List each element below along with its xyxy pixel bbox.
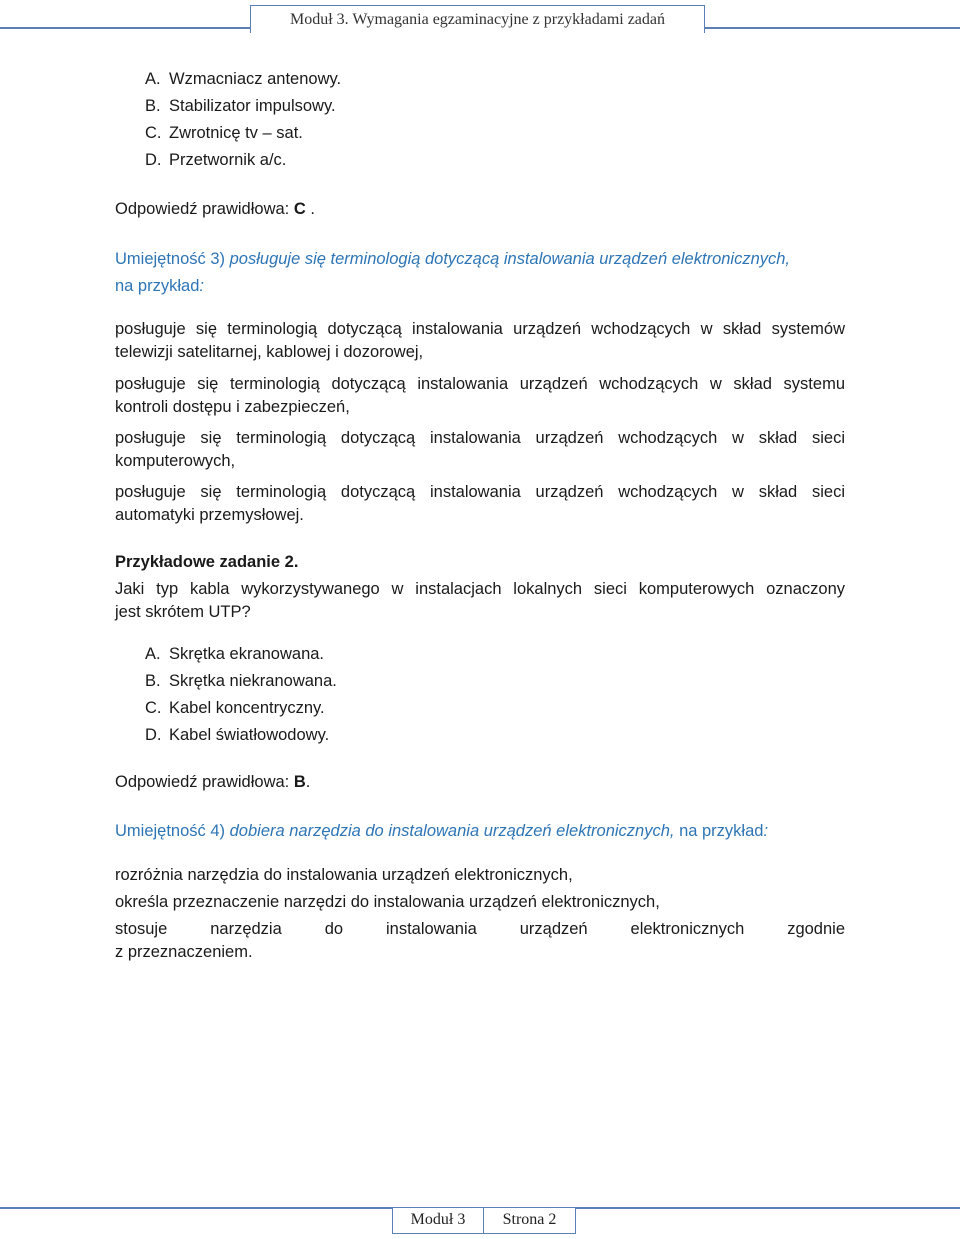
q1-option-c: C. Zwrotnicę tv – sat.	[145, 124, 303, 142]
q1-option-a: A. Wzmacniacz antenowy.	[145, 70, 342, 88]
skill3-heading: Umiejętność 3) posługuje się terminologią dotyczącą instalowania urządzeń elektronicznych,	[115, 250, 791, 268]
skill3-heading-line2: na przykład:	[115, 277, 204, 295]
skill3-item-1: posługuje się terminologią dotyczącą instalowania urządzeń wchodzących w skład systemów telewizji satelitarnej, kablowej i dozorowej,	[115, 320, 845, 361]
task2-heading: Przykładowe zadanie 2.	[115, 553, 299, 571]
q1-answer: Odpowiedź prawidłowa: C .	[115, 200, 315, 218]
footer-module: Moduł 3	[392, 1207, 484, 1234]
skill4-item-2: określa przeznaczenie narzędzi do instalowania urządzeń elektronicznych,	[115, 893, 660, 911]
q1-option-d: D. Przetwornik a/c.	[145, 151, 287, 169]
skill3-item-4: posługuje się terminologią dotyczącą instalowania urządzeń wchodzących w skład sieci automatyki przemysłowej.	[115, 483, 845, 524]
task2-option-d: D. Kabel światłowodowy.	[145, 726, 330, 744]
skill4-item-1: rozróżnia narzędzia do instalowania urządzeń elektronicznych,	[115, 866, 573, 884]
skill4-item-3: stosuje narzędzia do instalowania urządzeń elektronicznych zgodnie z przeznaczeniem.	[115, 920, 845, 961]
task2-option-c: C. Kabel koncentryczny.	[145, 699, 325, 717]
skill3-item-3: posługuje się terminologią dotyczącą instalowania urządzeń wchodzących w skład sieci komputerowych,	[115, 429, 845, 470]
skill4-heading: Umiejętność 4) dobiera narzędzia do instalowania urządzeń elektronicznych, na przykład:	[115, 822, 769, 840]
task2-option-b: B. Skrętka niekranowana.	[145, 672, 337, 690]
task2-option-a: A. Skrętka ekranowana.	[145, 645, 325, 663]
skill3-item-2: posługuje się terminologią dotyczącą instalowania urządzeń wchodzących w skład systemu kontroli dostępu i zabezpieczeń,	[115, 375, 845, 416]
footer-page-number: Strona 2	[483, 1207, 576, 1234]
header-title: Moduł 3. Wymagania egzaminacyjne z przykładami zadań	[250, 5, 705, 33]
task2-answer: Odpowiedź prawidłowa: B.	[115, 773, 311, 791]
task2-question: Jaki typ kabla wykorzystywanego w instalacjach lokalnych sieci komputerowych oznaczony jest skrótem UTP?	[115, 580, 845, 621]
q1-option-b: B. Stabilizator impulsowy.	[145, 97, 336, 115]
